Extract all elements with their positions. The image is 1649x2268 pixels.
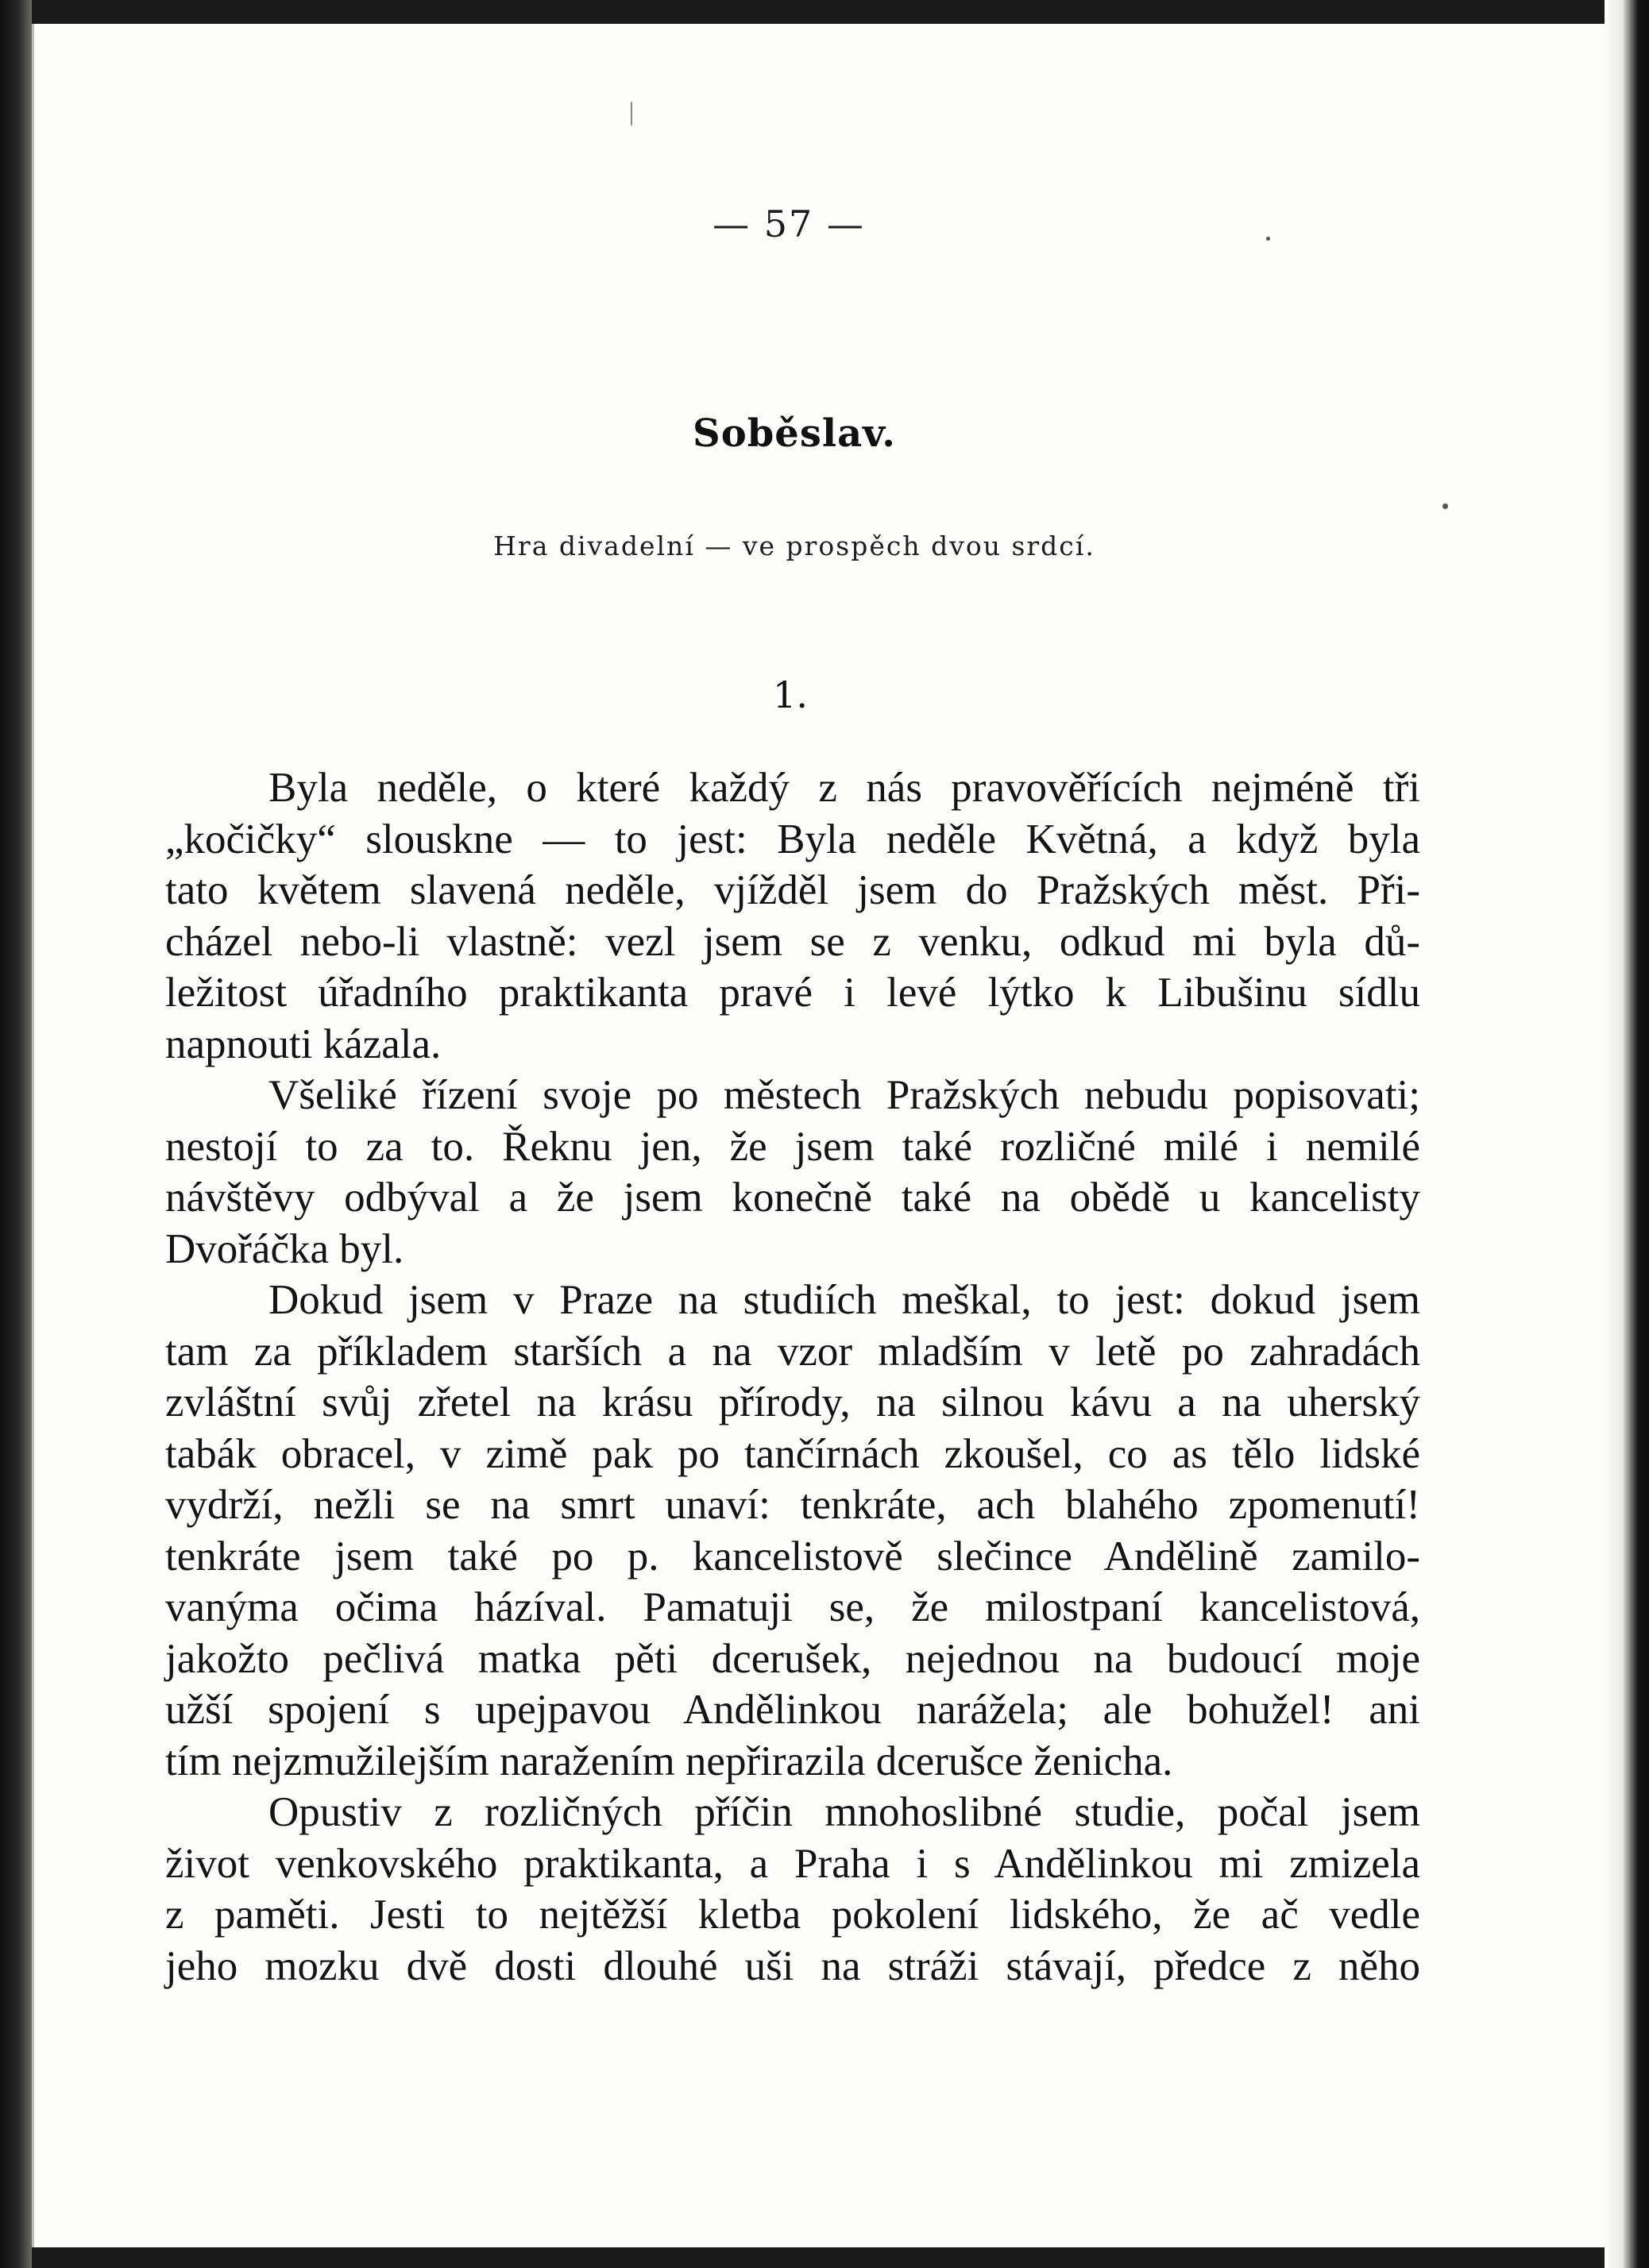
text-line: tenkráte jsem také po p. kancelistově slečince Andělině zamilo- — [165, 1533, 1420, 1580]
text-line: Opustiv z rozličných příčin mnohoslibné studie, počal jsem — [268, 1789, 1420, 1835]
page-edge-shadow — [1605, 0, 1649, 2268]
paragraph — [165, 1275, 1420, 1787]
book-spine-shadow — [0, 0, 32, 2268]
body-text — [165, 762, 1420, 1992]
text-line: tam za příkladem starších a na vzor mladším v letě po zahradách — [165, 1328, 1420, 1375]
paragraph — [165, 1787, 1420, 1992]
text-line: jakožto pečlivá matka pěti dcerušek, nejednou na budoucí moje — [165, 1635, 1420, 1682]
paragraph — [165, 762, 1420, 1070]
text-line: „kočičky“ slouskne — to jest: Byla neděle Květná, a když byla — [165, 816, 1420, 862]
page-number: — 57 — — [713, 202, 865, 245]
text-line: Byla neděle, o které každý z nás pravověřících nejméně tři — [268, 765, 1420, 811]
text-line: tabák obracel, v zimě pak po tančírnách zkoušel, co as tělo lidské — [165, 1430, 1420, 1477]
text-line: cházel nebo-li vlastně: vezl jsem se z venku, odkud mi byla dů- — [165, 918, 1420, 965]
text-line: z paměti. Jesti to nejtěžší kletba pokolení lidského, že ač vedle — [165, 1892, 1420, 1938]
text-line: návštěvy odbýval a že jsem konečně také na obědě u kancelisty — [165, 1174, 1420, 1221]
text-line: život venkovského praktikanta, a Praha i s Andělinkou mi zmizela — [165, 1840, 1420, 1887]
dust-speck — [1442, 503, 1448, 509]
page-subtitle: Hra divadelní — ve prospěch dvou srdcí. — [493, 530, 1095, 561]
text-line: Všeliké řízení svoje po městech Pražských nebudu popisovati; — [268, 1072, 1420, 1118]
text-line: jeho mozku dvě dosti dlouhé uši na stráži stávají, předce z něho — [165, 1942, 1420, 1989]
text-line: ležitost úřadního praktikanta pravé i levé lýtko k Libušinu sídlu — [165, 970, 1420, 1016]
text-line: tato květem slavená neděle, vjížděl jsem do Pražských měst. Při- — [165, 867, 1420, 913]
paragraph — [165, 1070, 1420, 1275]
text-line: tím nejzmužilejším naražením nepřirazila dcerušce ženicha. — [165, 1738, 1173, 1784]
text-line: Dvořáčka byl. — [165, 1225, 404, 1272]
text-line: nestojí to za to. Řeknu jen, že jsem také rozličné milé i nemilé — [165, 1123, 1420, 1170]
text-line: užší spojení s upejpavou Andělinkou narážela; ale bohužel! ani — [165, 1687, 1420, 1733]
dust-speck — [631, 102, 632, 125]
text-line: vydrží, nežli se na smrt unaví: tenkráte, ach blahého zpomenutí! — [165, 1482, 1420, 1528]
text-line: Dokud jsem v Praze na studiích meškal, to jest: dokud jsem — [268, 1277, 1420, 1323]
text-line: napnouti kázala. — [165, 1020, 442, 1067]
text-line: zvláštní svůj zřetel na krásu přírody, na silnou kávu a na uherský — [165, 1379, 1420, 1425]
chapter-number: 1. — [773, 673, 808, 716]
text-line: vanýma očima házíval. Pamatuji se, že milostpaní kancelistová, — [165, 1584, 1420, 1630]
page-title: Soběslav. — [693, 411, 896, 456]
